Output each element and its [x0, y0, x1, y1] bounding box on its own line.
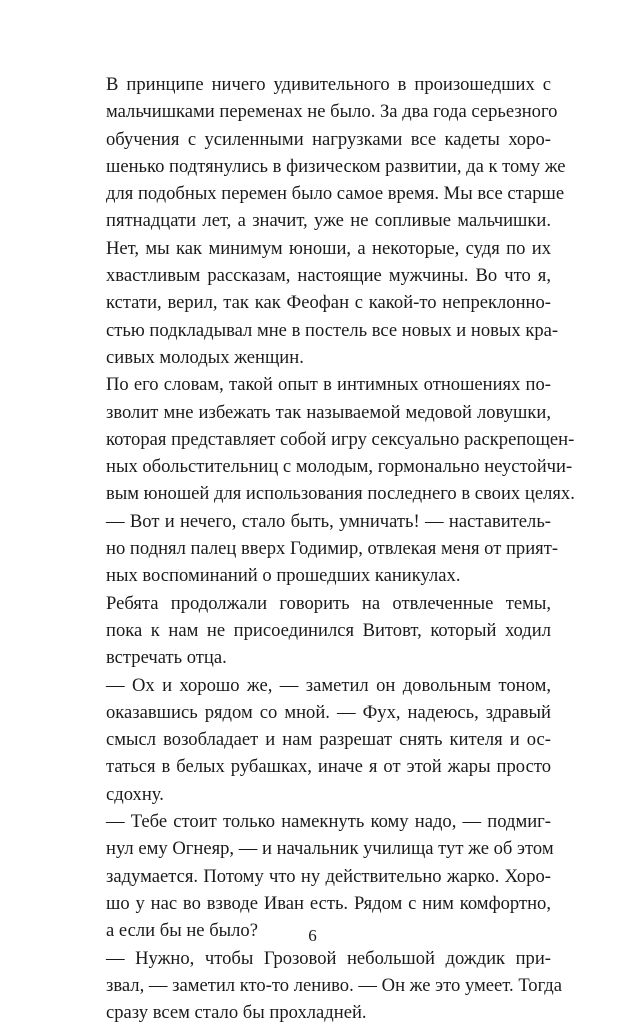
paragraph: [86, 371, 551, 507]
text-line: пятнадцати лет, а значит, уже не сопливые мальчишки.: [86, 207, 551, 234]
text-line: — Нужно, чтобы Грозовой небольшой дождик при-: [86, 945, 551, 972]
text-line: но поднял палец вверх Годимир, отвлекая меня от прият-: [86, 535, 551, 562]
text-line: хвастливым рассказам, настоящие мужчины. Во что я,: [86, 262, 551, 289]
paragraph: [86, 590, 551, 672]
paragraph: [86, 672, 551, 808]
text-line: — Вот и нечего, стало быть, умничать! — наставитель-: [86, 508, 551, 535]
text-line: По его словам, такой опыт в интимных отношениях по-: [86, 371, 551, 398]
paragraph: [86, 508, 551, 590]
text-line: шо у нас во взводе Иван есть. Рядом с ним комфортно,: [86, 890, 551, 917]
text-line: звал, — заметил кто-то лениво. — Он же это умеет. Тогда: [86, 972, 551, 999]
text-line: кстати, верил, так как Феофан с какой-то непреклонно-: [86, 289, 551, 316]
text-line: — Ох и хорошо же, — заметил он довольным тоном,: [86, 672, 551, 699]
text-line: ных воспоминаний о прошедших каникулах.: [86, 562, 551, 589]
text-line: которая представляет собой игру сексуально раскрепощен-: [86, 426, 551, 453]
text-line: сдохну.: [86, 781, 551, 808]
text-line: вым юношей для использования последнего в своих целях.: [86, 480, 551, 507]
text-line: задумается. Потому что ну действительно жарко. Хоро-: [86, 863, 551, 890]
text-line: Ребята продолжали говорить на отвлеченные темы,: [86, 590, 551, 617]
text-line: зволит мне избежать так называемой медовой ловушки,: [86, 399, 551, 426]
text-line: смысл возобладает и нам разрешат снять кителя и ос-: [86, 726, 551, 753]
paragraph: [86, 945, 551, 1026]
text-line: для подобных перемен было самое время. Мы все старше: [86, 180, 551, 207]
text-line: В принципе ничего удивительного в произошедших с: [86, 71, 551, 98]
body-text: [86, 71, 551, 1026]
text-line: сивых молодых женщин.: [86, 344, 551, 371]
text-line: пока к нам не присоединился Витовт, который ходил: [86, 617, 551, 644]
text-line: шенько подтянулись в физическом развитии, да к тому же: [86, 153, 551, 180]
text-line: встречать отца.: [86, 644, 551, 671]
page-number: 6: [0, 926, 625, 946]
text-line: нул ему Огнеяр, — и начальник училища тут же об этом: [86, 835, 551, 862]
text-line: Нет, мы как минимум юноши, а некоторые, судя по их: [86, 235, 551, 262]
paragraph: [86, 71, 551, 371]
text-line: мальчишками переменах не было. За два года серьезного: [86, 98, 551, 125]
text-line: а если бы не было?: [86, 917, 551, 944]
text-line: таться в белых рубашках, иначе я от этой жары просто: [86, 753, 551, 780]
text-line: обучения с усиленными нагрузками все кадеты хоро-: [86, 126, 551, 153]
text-line: сразу всем стало бы прохладней.: [86, 999, 551, 1026]
text-line: стью подкладывал мне в постель все новых и новых кра-: [86, 317, 551, 344]
text-line: ных обольстительниц с молодым, гормонально неустойчи-: [86, 453, 551, 480]
text-line: оказавшись рядом со мной. — Фух, надеюсь, здравый: [86, 699, 551, 726]
paragraph: [86, 808, 551, 944]
text-line: — Тебе стоит только намекнуть кому надо, — подмиг-: [86, 808, 551, 835]
